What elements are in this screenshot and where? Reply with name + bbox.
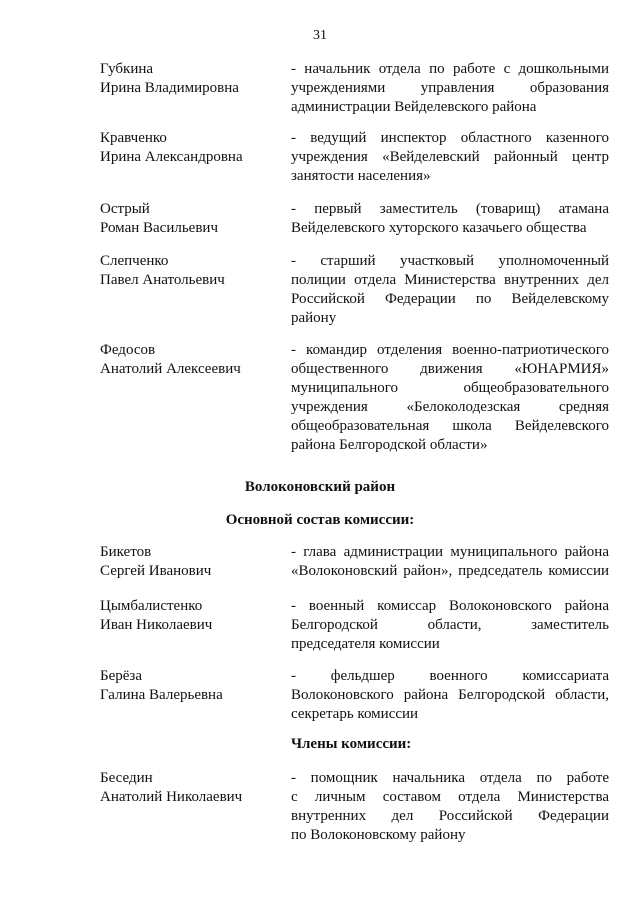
role-line: Белгородской области, заместитель [291, 617, 609, 633]
section-heading: Основной состав комиссии: [225, 512, 415, 528]
role-line: по Волоконовскому району [291, 827, 466, 843]
given-name: Анатолий Алексеевич [100, 361, 241, 377]
role-line: Волоконовского района Белгородской области, [291, 687, 609, 703]
person-name [100, 543, 280, 581]
role-line: - первый заместитель (товарищ) атамана [291, 201, 609, 217]
person-role [291, 129, 609, 186]
person-name [100, 597, 280, 635]
surname: Бикетов [100, 544, 152, 560]
person-role [291, 597, 609, 654]
role-line: внутренних дел Российской Федерации [291, 808, 609, 824]
given-name: Ирина Александровна [100, 149, 243, 165]
role-line: района Белгородской области» [291, 437, 488, 453]
role-line: району [291, 310, 337, 326]
role-line: Российской Федерации по Вейделевскому [291, 291, 609, 307]
given-name: Ирина Владимировна [100, 80, 239, 96]
surname: Острый [100, 201, 150, 217]
role-line: - старший участковый уполномоченный [291, 253, 609, 269]
role-line: - помощник начальника отдела по работе [291, 770, 609, 786]
surname: Цымбалистенко [100, 598, 203, 614]
given-name: Иван Николаевич [100, 617, 213, 633]
role-line: учреждениями управления образования [291, 80, 609, 96]
given-name: Галина Валерьевна [100, 687, 223, 703]
role-line: с личным составом отдела Министерства [291, 789, 609, 805]
surname: Губкина [100, 61, 154, 77]
person-role [291, 769, 609, 845]
role-line: учреждения «Белоколодезская средняя [291, 399, 609, 415]
person-name [100, 667, 280, 705]
person-name [100, 60, 280, 98]
surname: Кравченко [100, 130, 167, 146]
role-line: занятости населения» [291, 168, 431, 184]
role-line: - командир отделения военно-патриотического [291, 342, 609, 358]
person-role [291, 667, 609, 724]
given-name: Роман Васильевич [100, 220, 218, 236]
members-heading: Члены комиссии: [291, 736, 412, 752]
role-line: секретарь комиссии [291, 706, 419, 722]
surname: Берёза [100, 668, 143, 684]
role-line: - глава администрации муниципального района [291, 544, 609, 560]
given-name: Анатолий Николаевич [100, 789, 243, 805]
surname: Слепченко [100, 253, 169, 269]
person-role [291, 60, 609, 117]
role-line: - военный комиссар Волоконовского района [291, 598, 609, 614]
person-role [291, 543, 609, 581]
person-role [291, 341, 609, 455]
role-line: председателя комиссии [291, 636, 440, 652]
person-name [100, 341, 280, 379]
person-name [100, 769, 280, 807]
role-line: муниципального общеобразовательного [291, 380, 609, 396]
role-line: - начальник отдела по работе с дошкольными [291, 61, 609, 77]
role-line: - ведущий инспектор областного казенного [291, 130, 609, 146]
given-name: Сергей Иванович [100, 563, 212, 579]
district-heading: Волоконовский район [244, 479, 396, 495]
surname: Федосов [100, 342, 156, 358]
role-line: «Волоконовский район», председатель комиссии [291, 563, 609, 579]
role-line: общеобразовательная школа Вейделевского [291, 418, 609, 434]
person-role [291, 200, 609, 238]
role-line: учреждения «Вейделевский районный центр [291, 149, 609, 165]
person-name [100, 129, 280, 167]
person-name [100, 252, 280, 290]
role-line: полиции отдела Министерства внутренних дел [291, 272, 609, 288]
role-line: администрации Вейделевского района [291, 99, 537, 115]
role-line: - фельдшер военного комиссариата [291, 668, 609, 684]
page-number: 31 [313, 28, 327, 43]
surname: Беседин [100, 770, 153, 786]
given-name: Павел Анатольевич [100, 272, 225, 288]
person-role [291, 252, 609, 328]
person-name [100, 200, 280, 238]
role-line: Вейделевского хуторского казачьего общества [291, 220, 587, 236]
role-line: общественного движения «ЮНАРМИЯ» [291, 361, 609, 377]
